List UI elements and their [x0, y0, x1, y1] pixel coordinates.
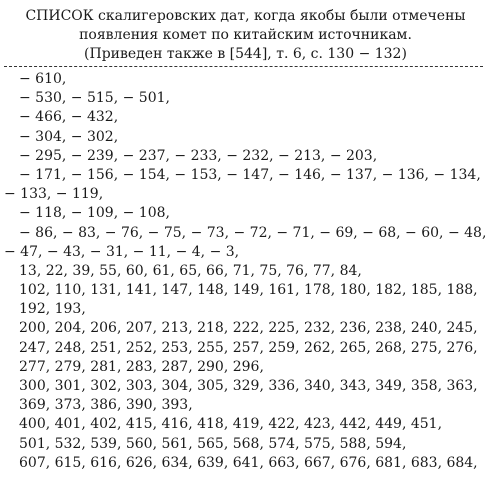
date-line: − 86, − 83, − 76, − 75, − 73, − 72, − 71, − 69, − 68, − 60, − 48, — [19, 224, 487, 241]
title-line-3: (Приведен также в [544], т. 6, с. 130 − 132) — [84, 46, 407, 62]
date-line: − 118, − 109, − 108, — [19, 205, 170, 222]
date-line: 200, 204, 206, 207, 213, 218, 222, 225, 232, 236, 238, 240, 245, — [19, 320, 478, 337]
date-line: − 304, − 302, — [19, 128, 119, 145]
date-line: 400, 401, 402, 415, 416, 418, 419, 422, 423, 442, 449, 451, — [19, 416, 443, 433]
date-line: 277, 279, 281, 283, 287, 290, 296, — [19, 358, 264, 375]
date-line: 247, 248, 251, 252, 253, 255, 257, 259, 262, 265, 268, 275, 276, — [19, 339, 478, 356]
date-line: − 171, − 156, − 154, − 153, − 147, − 146, − 137, − 136, − 134, — [19, 166, 481, 183]
dashed-separator — [4, 66, 483, 67]
document-title — [0, 7, 491, 64]
date-line: − 610, — [19, 71, 67, 87]
date-line: 300, 301, 302, 303, 304, 305, 329, 336, 340, 343, 349, 358, 363, — [19, 378, 478, 394]
date-line: 13, 22, 39, 55, 60, 61, 65, 66, 71, 75, 76, 77, 84, — [19, 262, 362, 279]
date-line: 192, 193, — [19, 301, 86, 318]
title-line-2: появления комет по китайским источникам. — [79, 27, 412, 43]
date-line: − 295, − 239, − 237, − 233, − 232, − 213, − 203, — [19, 147, 378, 164]
date-line: 369, 373, 386, 390, 393, — [19, 397, 193, 414]
date-line: − 530, − 515, − 501, — [19, 90, 170, 107]
date-line: − 47, − 43, − 31, − 11, − 4, − 3, — [4, 243, 240, 260]
date-line: − 133, − 119, — [4, 186, 104, 203]
date-line: 607, 615, 616, 626, 634, 639, 641, 663, 667, 676, 681, 683, 684, — [19, 454, 478, 471]
date-line: 102, 110, 131, 141, 147, 148, 149, 161, 178, 180, 182, 185, 188, — [19, 282, 478, 299]
date-line: 501, 532, 539, 560, 561, 565, 568, 574, 575, 588, 594, — [19, 435, 407, 452]
title-line-1: СПИСОК скалигеровских дат, когда якобы были отмечены — [25, 8, 466, 24]
date-line: − 466, − 432, — [19, 109, 119, 126]
date-list — [0, 70, 491, 473]
